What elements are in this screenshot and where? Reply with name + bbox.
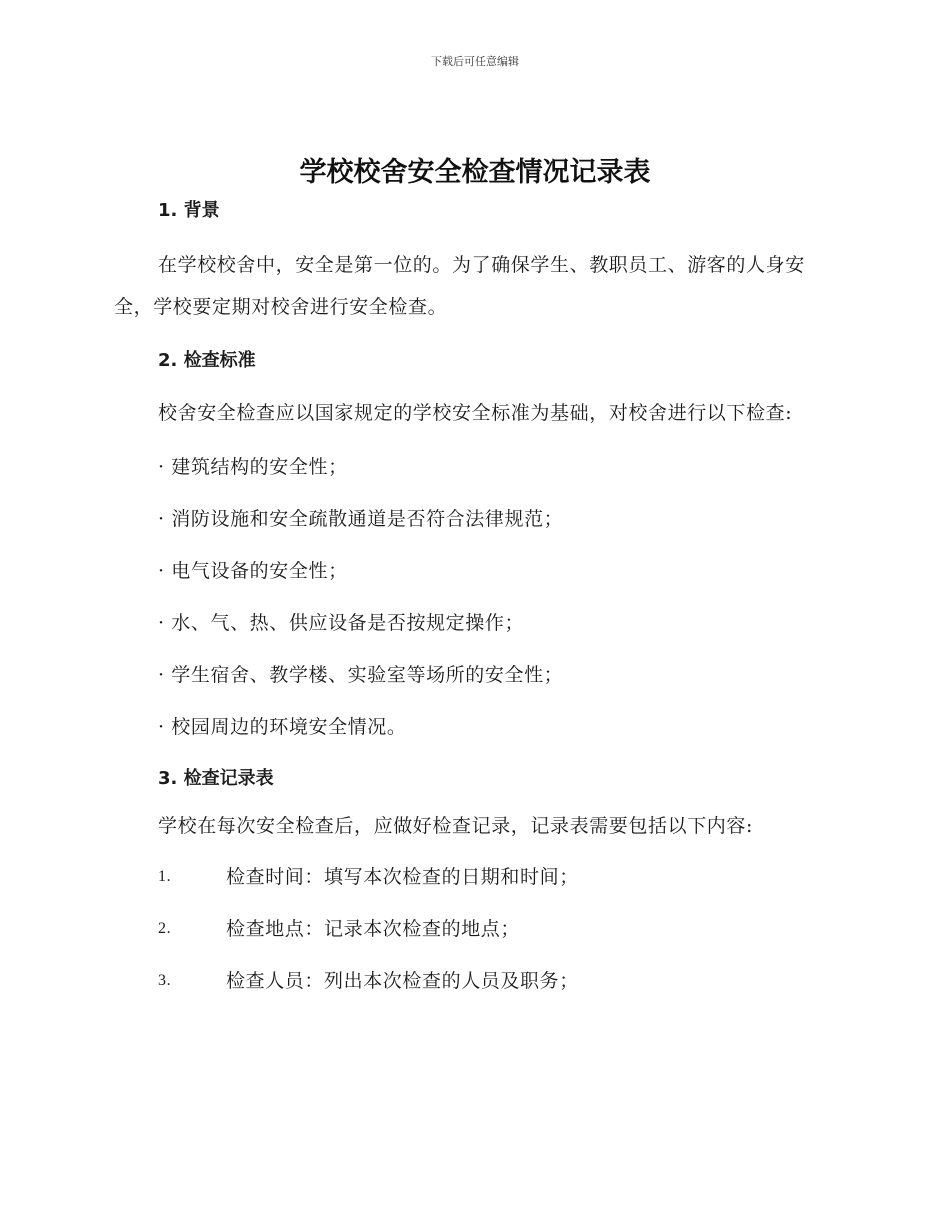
list-item: · 电气设备的安全性； [158, 560, 348, 582]
list-item: · 校园周边的环境安全情况。 [158, 716, 407, 738]
section-paragraph-record-table: 学校在每次安全检查后，应做好检查记录，记录表需要包括以下内容: [158, 815, 754, 837]
section-paragraph-background: 在学校校舍中，安全是第一位的。为了确保学生、教职员工、游客的人身安全，学校要定期对校舍进行安全检查。 [114, 254, 805, 318]
section-heading-background: 1. 背景 [158, 200, 220, 221]
section-paragraph-standards: 校舍安全检查应以国家规定的学校安全标准为基础，对校舍进行以下检查: [158, 402, 793, 424]
list-item: · 消防设施和安全疏散通道是否符合法律规范； [158, 508, 564, 530]
document-title: 学校校舍安全检查情况记录表 [299, 157, 651, 188]
numbered-list-item [114, 966, 834, 996]
list-item: · 水、气、热、供应设备是否按规定操作； [158, 612, 525, 634]
section-heading-record-table: 3. 检查记录表 [158, 768, 274, 789]
numbered-list-item [114, 914, 834, 944]
list-item: · 建筑结构的安全性； [158, 456, 348, 478]
list-text: 检查人员：列出本次检查的人员及职务； [226, 970, 579, 992]
list-number: 2. [158, 920, 172, 937]
list-text: 检查地点：记录本次检查的地点； [226, 918, 521, 940]
document-body [114, 196, 834, 996]
list-number: 3. [158, 972, 172, 989]
header-note: 下载后可任意编辑 [431, 55, 519, 68]
section-heading-standards: 2. 检查标准 [158, 350, 256, 371]
numbered-list-item [114, 862, 834, 892]
list-number: 1. [158, 868, 172, 885]
list-item: · 学生宿舍、教学楼、实验室等场所的安全性； [158, 664, 564, 686]
list-text: 检查时间：填写本次检查的日期和时间； [226, 866, 579, 888]
